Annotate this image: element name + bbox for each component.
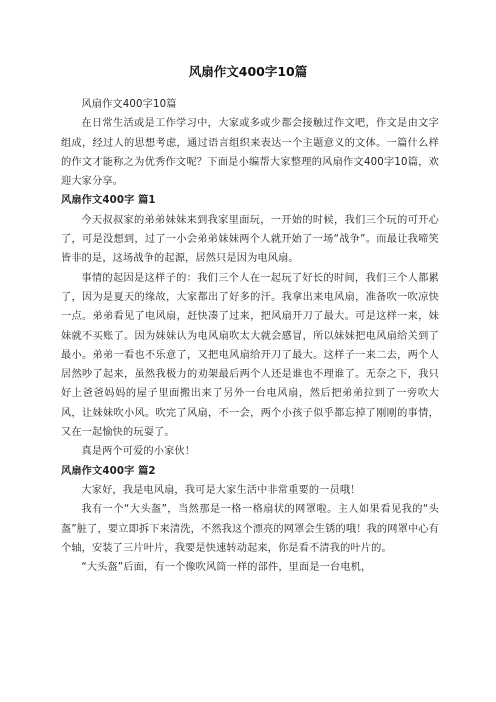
document-title: 风扇作文400字10篇 bbox=[188, 64, 308, 79]
section-heading-2: 风扇作文400字 篇2 bbox=[61, 465, 156, 477]
section-1-paragraph-2: 事情的起因是这样子的：我们三个人在一起玩了好长的时间，我们三个人都累了，因为是夏天的缘故，大家都出了好多的汗。我拿出来电风扇，准备吹一吹凉快一点。弟弟看见了电风扇，赶快凑了过来，把风扇开刀了最大。可是这样一来，妹妹就不买账了。因为妹妹认为电风扇吹太大就会感冒，所以妹妹把电风扇给关到了最小。弟弟一看也不乐意了，又把电风扇给开刀了最大。这样子一来二去，两个人居然吵了起来，虽然我极力的劝架最后两个人还是谁也不理谁了。无奈之下，我只好上爸爸妈妈的屋子里面搬出来了另外一台电风扇，然后把弟弟拉到了一旁吹大风，让妹妹吹小风。吹完了风扇，不一会，两个小孩子似乎都忘掉了刚刚的事情，又在一起愉快的玩耍了。 bbox=[61, 272, 439, 439]
section-2-paragraph-1: 大家好，我是电风扇，我可是大家生活中非常重要的一员哦！ bbox=[81, 484, 361, 496]
document-body bbox=[61, 95, 439, 577]
section-heading-1: 风扇作文400字 篇1 bbox=[61, 195, 156, 207]
section-1-paragraph-3: 真是两个可爱的小家伙！ bbox=[81, 446, 196, 458]
intro-subtitle: 风扇作文400字10篇 bbox=[81, 99, 177, 110]
intro-paragraph: 在日常生活或是工作学习中，大家或多或少都会接触过作文吧，作文是由文字组成，经过人的思想考虑，通过语言组织来表达一个主题意义的文体。一篇什么样的作文才能称之为优秀作文呢？下面是小编帮大家整理的风扇作文400字10篇，欢迎大家分享。 bbox=[61, 118, 439, 188]
section-2-paragraph-2: 我有一个“大头盔”，当然那是一格一格扇状的网罩啦。主人如果看见我的“头盔”脏了，要立即拆下来清洗，不然我这个漂亮的网罩会生锈的哦！我的网罩中心有个轴，安装了三片叶片，我要是快速转动起来，你是看不清我的叶片的。 bbox=[61, 504, 439, 554]
section-2-paragraph-3: “大头盔”后面，有一个像吹风筒一样的部件，里面是一台电机， bbox=[81, 562, 372, 574]
section-1-paragraph-1: 今天叔叔家的弟弟妹妹来到我家里面玩，一开始的时候，我们三个玩的可开心了，可是没想到，过了一小会弟弟妹妹两个人就开始了一场“战争”。而最让我啼笑皆非的是，这场战争的起源，居然只是因为电风扇。 bbox=[61, 214, 439, 265]
